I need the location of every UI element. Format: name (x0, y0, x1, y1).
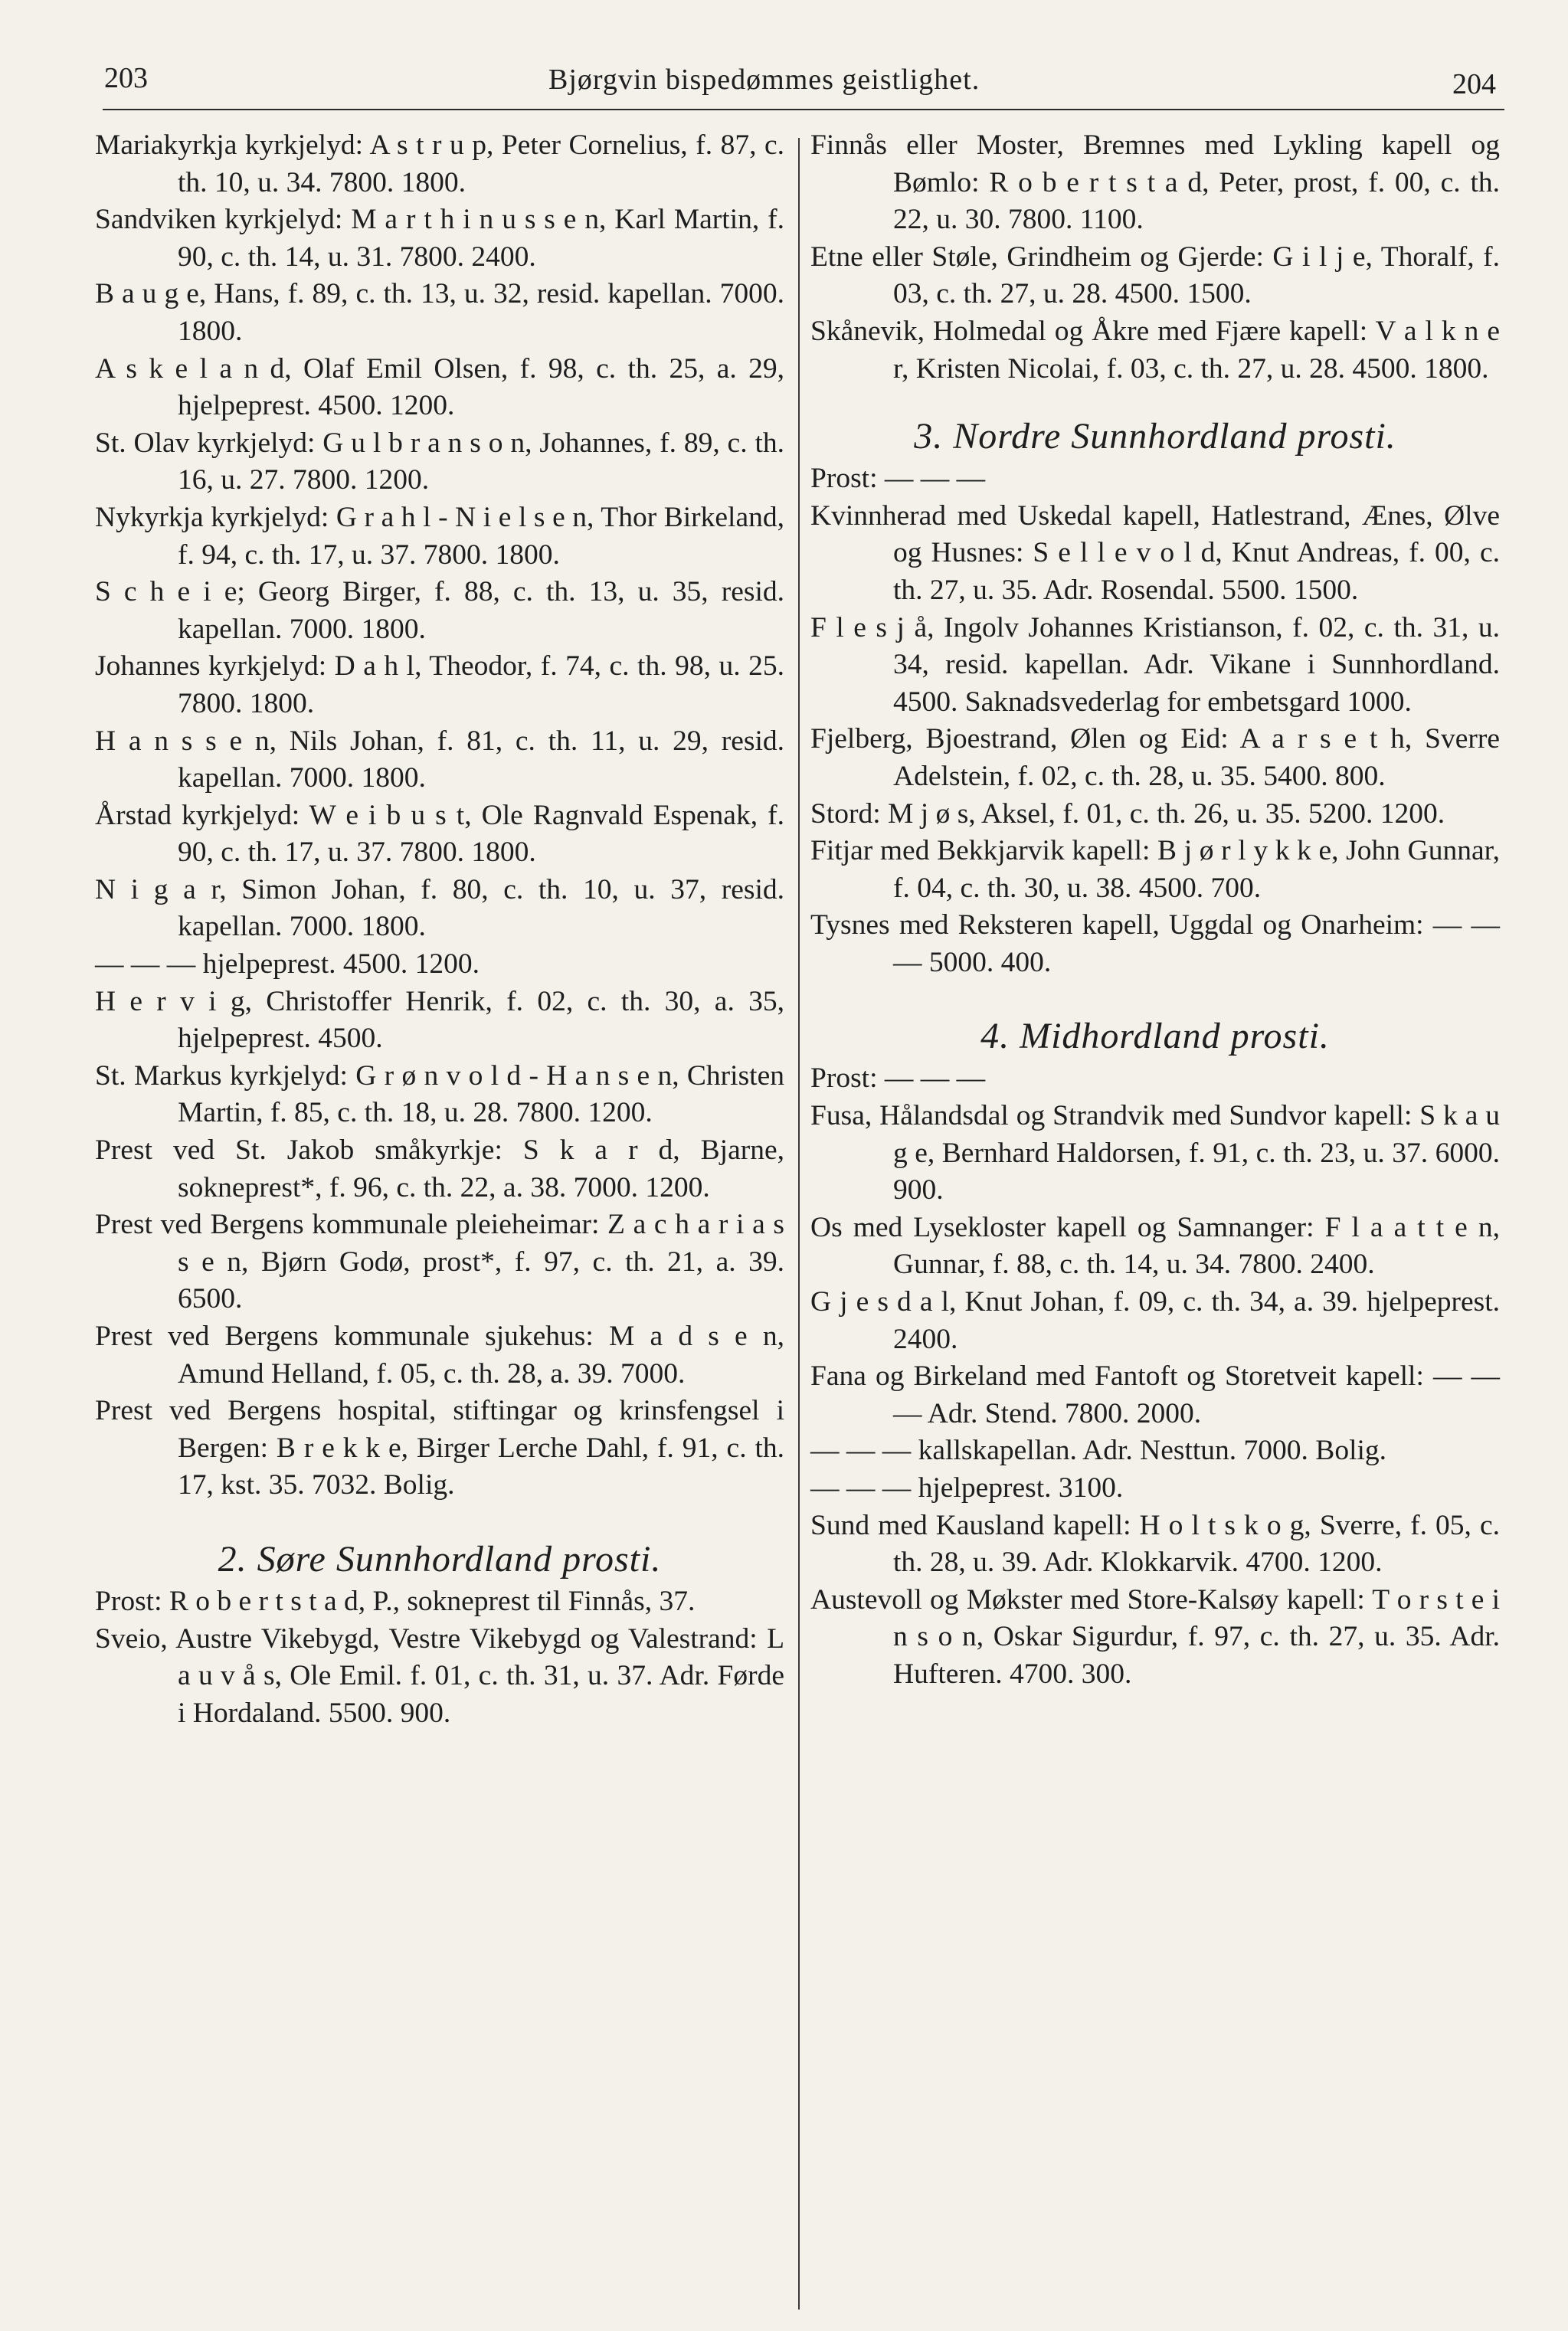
entry: N i g a r, Simon Johan, f. 80, c. th. 10, u. 37, resid. kapellan. 7000. 1800. (95, 873, 784, 943)
left-column (95, 127, 784, 1732)
entry: Nykyrkja kyrkjelyd: G r a h l - N i e l s e n, Thor Birkeland, f. 94, c. th. 17, u. 37. 7800. 1800. (95, 501, 784, 571)
entry: Prest ved Bergens hospital, stiftingar og krinsfengsel i Bergen: B r e k k e, Birger Lerche Dahl, f. 91, c. th. 17, kst. 35. 7032. Bolig. (95, 1395, 784, 1501)
entry: Os med Lysekloster kapell og Samnanger: F l a a t t e n, Gunnar, f. 88, c. th. 14, u. 34. 7800. 2400. (810, 1211, 1500, 1281)
entry: Tysnes med Reksteren kapell, Uggdal og Onarheim: — — — 5000. 400. (810, 909, 1500, 978)
entry: Austevoll og Møkster med Store-Kalsøy kapell: T o r s t e i n s o n, Oskar Sigurdur, f. 97, c. th. 27, u. 35. Adr. Hufteren. 4700. 300. (810, 1583, 1500, 1690)
entry: Finnås eller Moster, Bremnes med Lykling kapell og Bømlo: R o b e r t s t a d, Peter, prost, f. 00, c. th. 22, u. 30. 7800. 1100. (810, 129, 1500, 236)
section-heading-3: 3. Nordre Sunnhordland prosti. (914, 416, 1396, 457)
entry: B a u g e, Hans, f. 89, c. th. 13, u. 32, resid. kapellan. 7000. 1800. (95, 278, 784, 347)
right-column (810, 127, 1500, 1694)
entry: Johannes kyrkjelyd: D a h l, Theodor, f. 74, c. th. 98, u. 25. 7800. 1800. (95, 650, 784, 719)
entry: Fitjar med Bekkjarvik kapell: B j ø r l y k k e, John Gunnar, f. 04, c. th. 30, u. 38. 4500. 700. (810, 835, 1500, 904)
entry: H e r v i g, Christoffer Henrik, f. 02, c. th. 30, a. 35, hjelpeprest. 4500. (95, 985, 784, 1055)
entry: St. Markus kyrkjelyd: G r ø n v o l d - H a n s e n, Christen Martin, f. 85, c. th. 18, u. 28. 7800. 1200. (95, 1059, 784, 1129)
page-header (0, 0, 1568, 115)
entry: Prost: — — — (810, 1062, 986, 1095)
entry: Prest ved Bergens kommunale sjukehus: M a d s e n, Amund Helland, f. 05, c. th. 28, a. 39. 7000. (95, 1321, 784, 1390)
entry: Prost: — — — (810, 463, 986, 495)
entry: Sund med Kausland kapell: H o l t s k o g, Sverre, f. 05, c. th. 28, u. 39. Adr. Klokkarvik. 4700. 1200. (810, 1509, 1500, 1579)
entry: — — — hjelpeprest. 3100. (810, 1472, 1124, 1504)
entry: — — — kallskapellan. Adr. Nesttun. 7000. Bolig. (810, 1435, 1387, 1467)
entry: Skånevik, Holmedal og Åkre med Fjære kapell: V a l k n e r, Kristen Nicolai, f. 03, c. th. 27, u. 28. 4500. 1800. (810, 315, 1500, 385)
running-title: Bjørgvin bispedømmes geistlighet. (548, 64, 980, 96)
entry: Etne eller Støle, Grindheim og Gjerde: G i l j e, Thoralf, f. 03, c. th. 27, u. 28. 4500. 1500. (810, 241, 1500, 310)
header-rule (103, 109, 1504, 110)
entry: Fusa, Hålandsdal og Strandvik med Sundvor kapell: S k a u g e, Bernhard Haldorsen, f. 91, c. th. 23, u. 37. 6000. 900. (810, 1100, 1500, 1206)
entry: Fana og Birkeland med Fantoft og Storetveit kapell: — — — Adr. Stend. 7800. 2000. (810, 1360, 1500, 1429)
entry: Årstad kyrkjelyd: W e i b u s t, Ole Ragnvald Espenak, f. 90, c. th. 17, u. 37. 7800. 1800. (95, 799, 784, 869)
page-number-right: 204 (1452, 68, 1496, 100)
entry: — — — hjelpeprest. 4500. 1200. (95, 948, 480, 981)
entry: Mariakyrkja kyrkjelyd: A s t r u p, Peter Cornelius, f. 87, c. th. 10, u. 34. 7800. 1800. (95, 129, 784, 198)
entry: Prest ved St. Jakob småkyrkje: S k a r d, Bjarne, sokneprest*, f. 96, c. th. 22, a. 38. 7000. 1200. (95, 1134, 784, 1203)
entry: G j e s d a l, Knut Johan, f. 09, c. th. 34, a. 39. hjelpeprest. 2400. (810, 1286, 1500, 1355)
section-heading-4: 4. Midhordland prosti. (980, 1016, 1330, 1057)
entry: Prost: R o b e r t s t a d, P., sokneprest til Finnås, 37. (95, 1585, 696, 1617)
page-number-left: 203 (104, 62, 148, 94)
column-divider (798, 138, 800, 2310)
entry: S c h e i e; Georg Birger, f. 88, c. th. 13, u. 35, resid. kapellan. 7000. 1800. (95, 576, 784, 645)
entry: Fjelberg, Bjoestrand, Ølen og Eid: A a r s e t h, Sverre Adelstein, f. 02, c. th. 28, u. 35. 5400. 800. (810, 723, 1500, 792)
section-heading-2: 2. Søre Sunnhordland prosti. (218, 1538, 662, 1580)
entry: Kvinnherad med Uskedal kapell, Hatlestrand, Ænes, Ølve og Husnes: S e l l e v o l d, Knut Andreas, f. 00, c. th. 27, u. 35. Adr. Rosendal. 5500. 1500. (810, 499, 1500, 606)
entry: Stord: M j ø s, Aksel, f. 01, c. th. 26, u. 35. 5200. 1200. (810, 797, 1445, 830)
entry: Sandviken kyrkjelyd: M a r t h i n u s s e n, Karl Martin, f. 90, c. th. 14, u. 31. 7800. 2400. (95, 204, 784, 273)
entry: H a n s s e n, Nils Johan, f. 81, c. th. 11, u. 29, resid. kapellan. 7000. 1800. (95, 725, 784, 794)
entry: St. Olav kyrkjelyd: G u l b r a n s o n, Johannes, f. 89, c. th. 16, u. 27. 7800. 1200. (95, 427, 784, 496)
entry: A s k e l a n d, Olaf Emil Olsen, f. 98, c. th. 25, a. 29, hjelpeprest. 4500. 1200. (95, 352, 784, 422)
entry: Prest ved Bergens kommunale pleieheimar: Z a c h a r i a s s e n, Bjørn Godø, prost*, f. 97, c. th. 21, a. 39. 6500. (95, 1209, 784, 1315)
entry: F l e s j å, Ingolv Johannes Kristianson, f. 02, c. th. 31, u. 34, resid. kapellan. Adr. Vikane i Sunnhordland. 4500. Saknadsvederlag for embetsgard 1000. (810, 611, 1500, 718)
entry: Sveio, Austre Vikebygd, Vestre Vikebygd og Valestrand: L a u v å s, Ole Emil. f. 01, c. th. 31, u. 37. Adr. Førde i Hordaland. 5500. 900. (95, 1622, 784, 1729)
